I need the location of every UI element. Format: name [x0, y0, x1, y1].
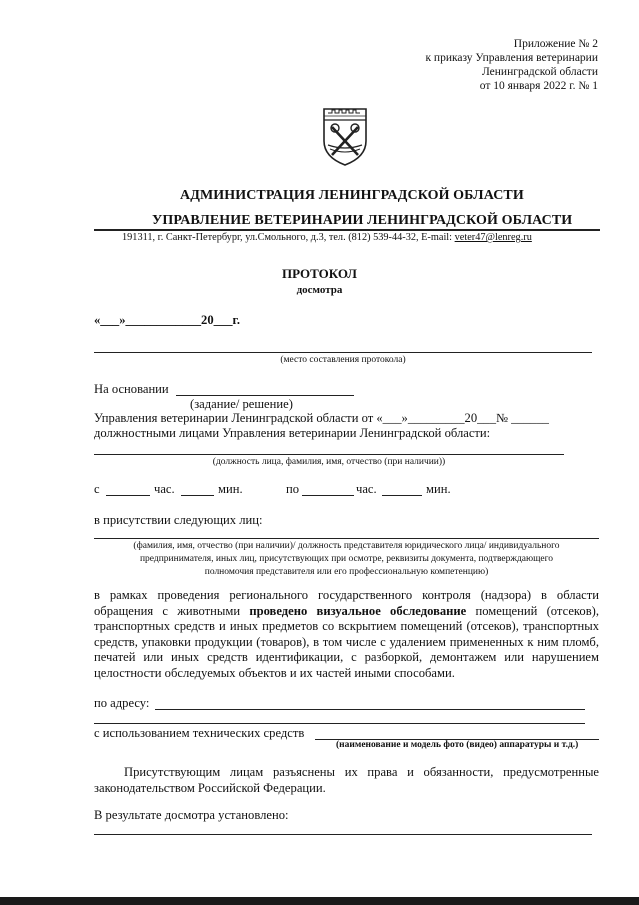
equipment-label: с использованием технических средств: [94, 726, 305, 740]
presence-caption-1: (фамилия, имя, отчество (при наличии)/ должность представителя юридического лица/ индивидуального: [133, 541, 560, 551]
rights-paragraph: Присутствующим лицам разъяснены их права и обязанности, предусмотренные законодательством Российской Федерации.: [94, 765, 599, 795]
time-from-label: с: [94, 482, 100, 496]
time-from-hours-blank: [106, 495, 150, 496]
scope-text-bold: проведено визуальное обследование: [249, 603, 467, 618]
scope-paragraph: [94, 588, 599, 682]
address-text: 191311, г. Санкт-Петербург, ул.Смольного, д.3, тел. (812) 539-44-32, E-mail:: [122, 232, 455, 243]
appendix-line-1: Приложение № 2: [513, 38, 598, 50]
scope-text-end: помещений (отсеков), транспортных средств и иных предметов со вскрытием помещений (отсеков), транспортных средств, упаковки продукции (товаров), в том числе с удалением примененных к ним пломб, печатей или иных средств идентификации, с разборкой, демонтажем или нарушением целостности обследуемых объектов и их частей иными способами.: [94, 603, 599, 680]
protocol-subtitle: досмотра: [296, 284, 343, 296]
department-address: [122, 232, 532, 243]
time-to-label: по: [286, 482, 300, 496]
scope-text-start: в рамках проведения регионального государственного контроля (надзора) в области обращения с животными: [94, 588, 599, 618]
presence-label: в присутствии следующих лиц:: [94, 513, 263, 527]
presence-underline: [94, 538, 599, 539]
department-date-line: Управления ветеринарии Ленинградской области от «___»_________20___№ ______: [94, 411, 549, 425]
address-label: по адресу:: [94, 696, 150, 710]
email-link[interactable]: veter47@lenreg.ru: [454, 232, 532, 243]
equipment-caption: (наименование и модель фото (видео) аппаратуры и т.д.): [336, 740, 579, 750]
presence-caption-3: полномочия представителя или его профессиональную компетенцию): [204, 567, 489, 577]
appendix-line-3: Ленинградской области: [481, 66, 598, 78]
department-heading: УПРАВЛЕНИЕ ВЕТЕРИНАРИИ ЛЕНИНГРАДСКОЙ ОБЛАСТИ: [152, 213, 573, 228]
protocol-date-field: «___»____________20___г.: [94, 313, 240, 327]
address-underline-2: [94, 723, 585, 724]
appendix-line-4: от 10 января 2022 г. № 1: [479, 80, 598, 92]
presence-caption-2: предпринимателя, иных лиц, присутствующих при осмотре, реквизиты документа, подтверждающего: [139, 554, 554, 564]
appendix-line-2: к приказу Управления ветеринарии: [425, 52, 598, 64]
header-rule: [94, 229, 600, 231]
basis-label: На основании: [94, 382, 169, 396]
time-to-hours-blank: [302, 495, 354, 496]
result-underline: [94, 834, 592, 835]
scan-bottom-edge: [0, 897, 639, 905]
time-min-label: мин.: [218, 482, 243, 496]
administration-heading: АДМИНИСТРАЦИЯ ЛЕНИНГРАДСКОЙ ОБЛАСТИ: [180, 188, 524, 203]
protocol-title: ПРОТОКОЛ: [282, 266, 357, 281]
time-from-min-blank: [181, 495, 214, 496]
time-to-min-blank: [382, 495, 422, 496]
official-caption: (должность лица, фамилия, имя, отчество (при наличии)): [212, 457, 446, 467]
place-underline: [94, 352, 592, 353]
coat-of-arms-emblem: [320, 105, 370, 172]
address-underline: [155, 709, 585, 710]
time-min2-label: мин.: [426, 482, 451, 496]
officials-line: должностными лицами Управления ветеринарии Ленинградской области:: [94, 426, 491, 440]
result-label: В результате досмотра установлено:: [94, 808, 289, 822]
official-underline: [94, 454, 564, 455]
time-hours2-label: час.: [356, 482, 377, 496]
basis-underline: [176, 395, 354, 396]
time-hours-label: час.: [154, 482, 175, 496]
basis-caption: (задание/ решение): [190, 397, 293, 411]
place-caption: (место составления протокола): [280, 355, 406, 365]
